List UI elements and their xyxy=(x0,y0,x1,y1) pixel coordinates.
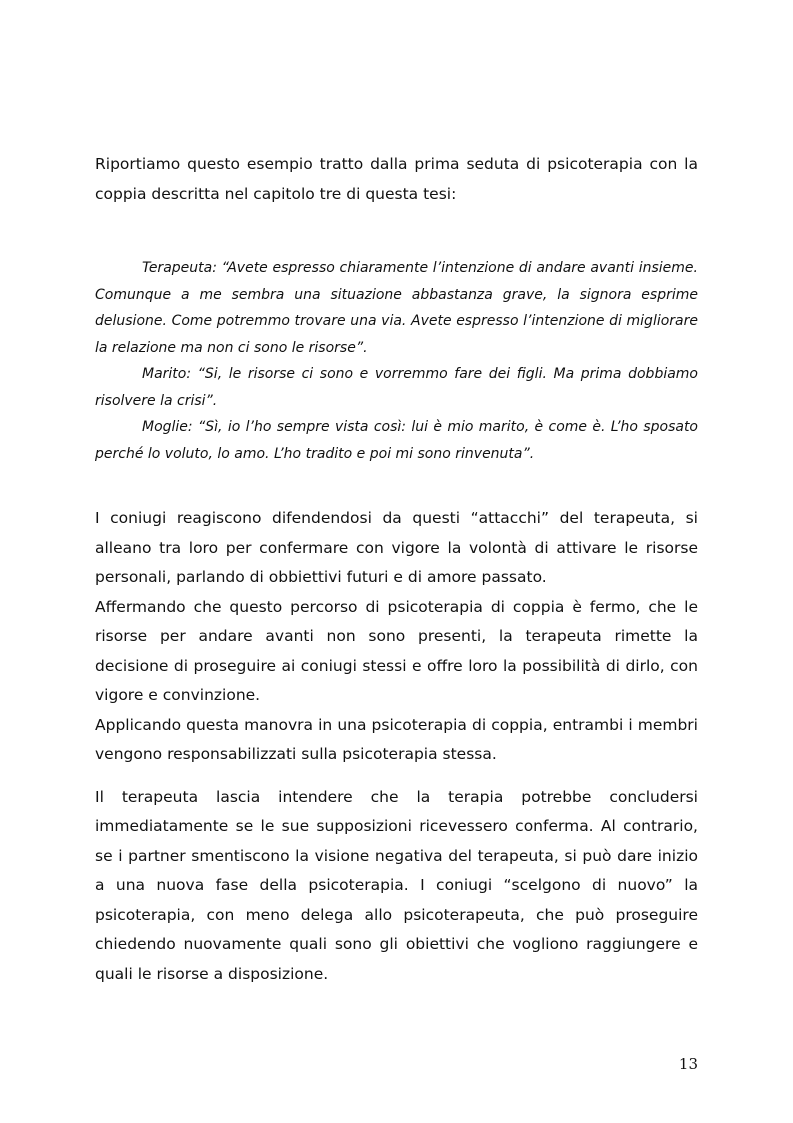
body-paragraph: Affermando che questo percorso di psicoterapia di coppia è fermo, che le risorse per andare avanti non sono presenti, la terapeuta rimette la decisione di proseguire ai coniugi stessi e offre loro la possibilità di dirlo, con vigore e convinzione. xyxy=(95,597,698,704)
document-page xyxy=(95,150,698,989)
dialogue-line-husband: Marito: “Si, le risorse ci sono e vorremmo fare dei figli. Ma prima dobbiamo risolvere la crisi”. xyxy=(95,366,698,409)
body-block-b xyxy=(95,783,698,990)
dialogue-line-wife: Moglie: “Sì, io l’ho sempre vista così: lui è mio marito, è come è. L’ho sposato perché lo voluto, lo amo. L’ho tradito e poi mi sono rinvenuta”. xyxy=(95,419,698,462)
intro-paragraph: Riportiamo questo esempio tratto dalla prima seduta di psicoterapia con la coppia descritta nel capitolo tre di questa tesi: xyxy=(95,155,698,203)
dialogue-line-therapist: Terapeuta: “Avete espresso chiaramente l’intenzione di andare avanti insieme. Comunque a me sembra una situazione abbastanza grave, la signora esprime delusione. Come potremmo trovare una via. Avete espresso l’intenzione di migliorare la relazione ma non ci sono le risorse”. xyxy=(95,260,698,356)
dialogue-block xyxy=(95,255,698,467)
body-paragraph: Il terapeuta lascia intendere che la terapia potrebbe concludersi immediatamente se le sue supposizioni ricevessero conferma. Al contrario, se i partner smentiscono la visione negativa del terapeuta, si può dare inizio a una nuova fase della psicoterapia. I coniugi “scelgono di nuovo” la psicoterapia, con meno delega allo psicoterapeuta, che può proseguire chiedendo nuovamente quali sono gli obiettivi che vogliono raggiungere e quali le risorse a disposizione. xyxy=(95,787,698,983)
body-block-a xyxy=(95,504,698,770)
body-paragraph: Applicando questa manovra in una psicoterapia di coppia, entrambi i membri vengono responsabilizzati sulla psicoterapia stessa. xyxy=(95,715,698,763)
page-number: 13 xyxy=(678,1055,698,1073)
body-paragraph: I coniugi reagiscono difendendosi da questi “attacchi” del terapeuta, si alleano tra loro per confermare con vigore la volontà di attivare le risorse personali, parlando di obbiettivi futuri e di amore passato. xyxy=(95,509,698,586)
